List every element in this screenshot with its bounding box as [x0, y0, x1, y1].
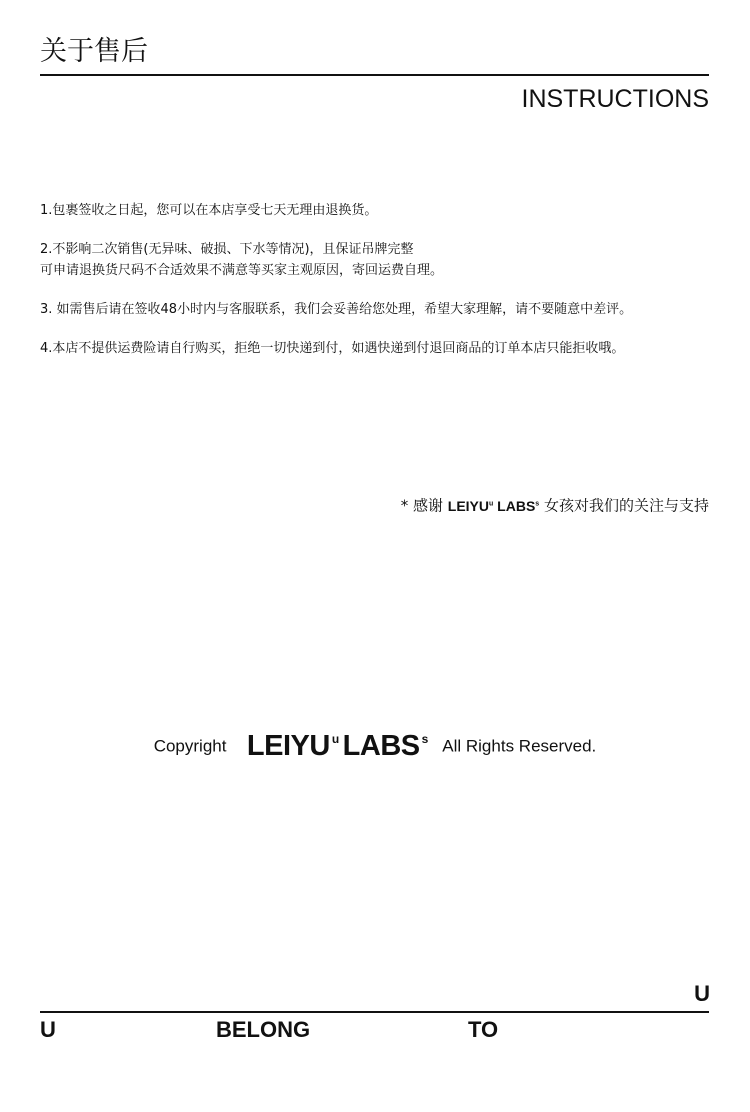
copyright-suffix: All Rights Reserved.	[442, 736, 597, 756]
instruction-line: 可申请退换货尺码不合适效果不满意等买家主观原因，寄回运费自理。	[40, 263, 444, 278]
brand-main: LEIYU	[246, 730, 330, 762]
page-subtitle: INSTRUCTIONS	[521, 85, 709, 113]
instruction-item-1	[40, 200, 720, 221]
copyright-prefix: Copyright	[153, 736, 227, 756]
instructions-list	[40, 200, 720, 377]
footer-word-belong: BELONG	[216, 1017, 311, 1042]
instruction-line: 1.包裹签收之日起，您可以在本店享受七天无理由退换货。	[40, 203, 378, 218]
brand-sup-s: s	[421, 732, 428, 747]
thanks-suffix: 女孩对我们的关注与支持	[543, 496, 709, 515]
thanks-brand-labs: LABS	[497, 497, 536, 514]
copyright-line	[0, 730, 750, 763]
instruction-item-2	[40, 239, 720, 281]
thanks-brand-main: LEIYU	[447, 497, 489, 514]
top-divider	[40, 74, 709, 76]
footer-word-to: TO	[468, 1017, 499, 1042]
footer-word-u: U	[40, 1017, 56, 1042]
brand-labs: LABS	[342, 730, 420, 762]
thanks-brand	[448, 498, 539, 514]
brand-sup-u: u	[331, 732, 339, 747]
thanks-brand-sup-s: s	[535, 500, 540, 507]
thanks-note	[401, 493, 709, 517]
footer-top-letter: U	[694, 981, 710, 1006]
instruction-line: 3. 如需售后请在签收48小时内与客服联系，我们会妥善给您处理，希望大家理解，请不要随意中差评。	[40, 302, 633, 317]
page-title: 关于售后	[40, 36, 148, 67]
thanks-brand-sup-u: u	[489, 500, 494, 507]
bottom-divider	[40, 1011, 709, 1013]
thanks-prefix: * 感谢	[400, 496, 443, 515]
instruction-line: 4.本店不提供运费险请自行购买，拒绝一切快递到付，如遇快递到付退回商品的订单本店只能拒收哦。	[40, 341, 625, 356]
instruction-item-4	[40, 338, 720, 359]
instruction-line: 2.不影响二次销售(无异味、破损、下水等情况)，且保证吊牌完整	[40, 242, 414, 257]
instruction-item-3	[40, 299, 720, 320]
brand-logo	[247, 730, 428, 762]
